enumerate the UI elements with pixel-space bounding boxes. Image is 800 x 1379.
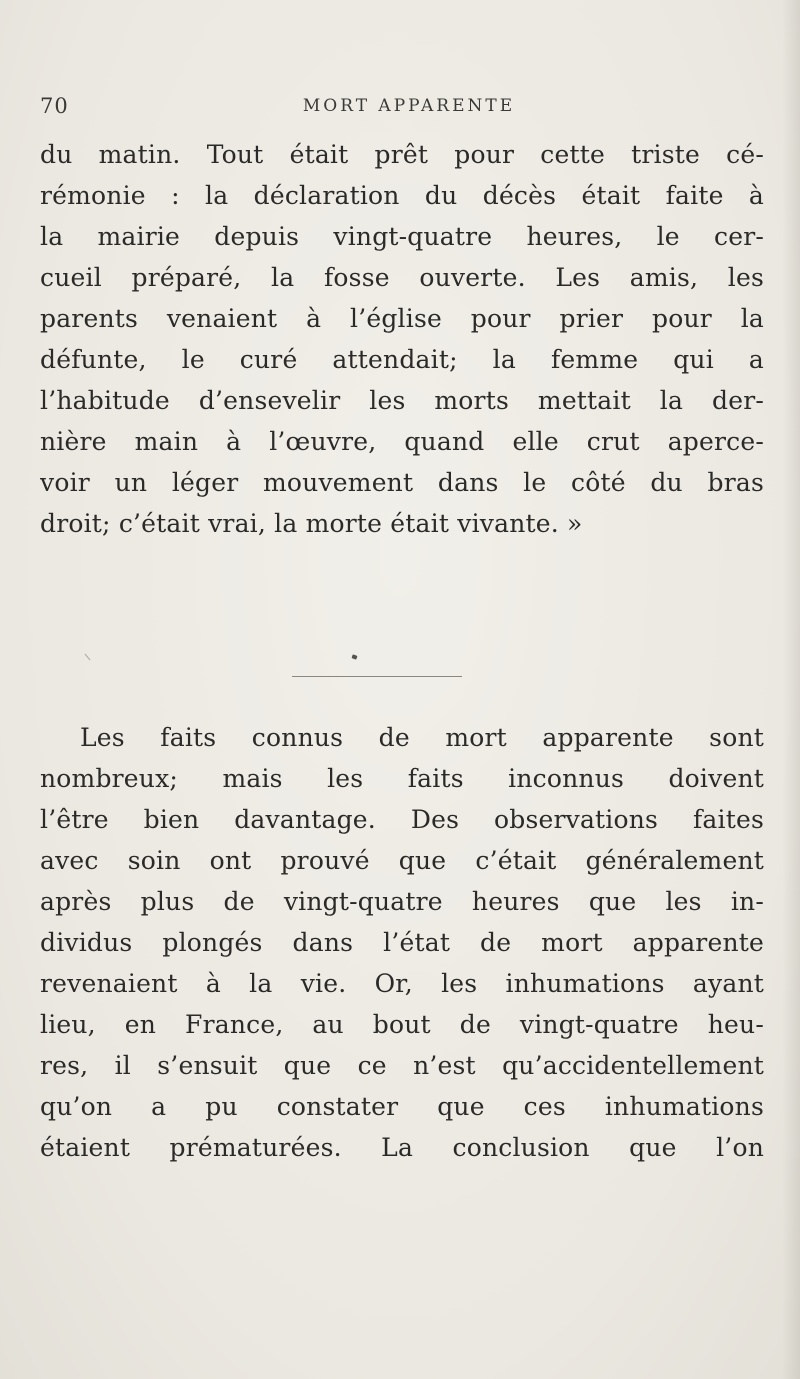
section-separator — [292, 676, 462, 677]
text-line: après plus de vingt-quatre heures que les in- — [40, 887, 764, 916]
text-line: avec soin ont prouvé que c’était généralement — [40, 846, 764, 875]
text-line: l’être bien davantage. Des observations faites — [40, 805, 764, 834]
text-line: res, il s’ensuit que ce n’est qu’accidentellement — [40, 1051, 764, 1080]
text-line: revenaient à la vie. Or, les inhumations ayant — [40, 969, 764, 998]
page-edge-shadow — [782, 0, 800, 1379]
text-line: droit; c’était vrai, la morte était vivante. » — [40, 509, 583, 538]
text-line: l’habitude d’ensevelir les morts mettait la der- — [40, 386, 764, 415]
text-line: nière main à l’œuvre, quand elle crut aperce- — [40, 427, 764, 456]
text-line: lieu, en France, au bout de vingt-quatre heu- — [40, 1010, 764, 1039]
text-line: Les faits connus de mort apparente sont — [80, 723, 764, 752]
text-line: défunte, le curé attendait; la femme qui a — [40, 345, 764, 374]
running-head — [40, 94, 770, 120]
paragraph-2 — [40, 717, 764, 1168]
text-line: étaient prématurées. La conclusion que l’on — [40, 1133, 764, 1162]
running-title: MORT APPARENTE — [302, 96, 516, 116]
text-line: nombreux; mais les faits inconnus doivent — [40, 764, 764, 793]
text-line: la mairie depuis vingt-quatre heures, le cer- — [40, 222, 764, 251]
text-line: parents venaient à l’église pour prier pour la — [40, 304, 764, 333]
text-line: voir un léger mouvement dans le côté du bras — [40, 468, 764, 497]
text-line: dividus plongés dans l’état de mort apparente — [40, 928, 764, 957]
text-line: rémonie : la déclaration du décès était faite à — [40, 181, 764, 210]
text-line: du matin. Tout était prêt pour cette triste cé- — [40, 140, 764, 169]
text-line: cueil préparé, la fosse ouverte. Les amis, les — [40, 263, 764, 292]
paragraph-1 — [40, 134, 764, 544]
text-line: qu’on a pu constater que ces inhumations — [40, 1092, 764, 1121]
separator-ornament — [351, 654, 357, 659]
page-number: 70 — [40, 94, 69, 118]
separator-mark — [85, 654, 91, 661]
